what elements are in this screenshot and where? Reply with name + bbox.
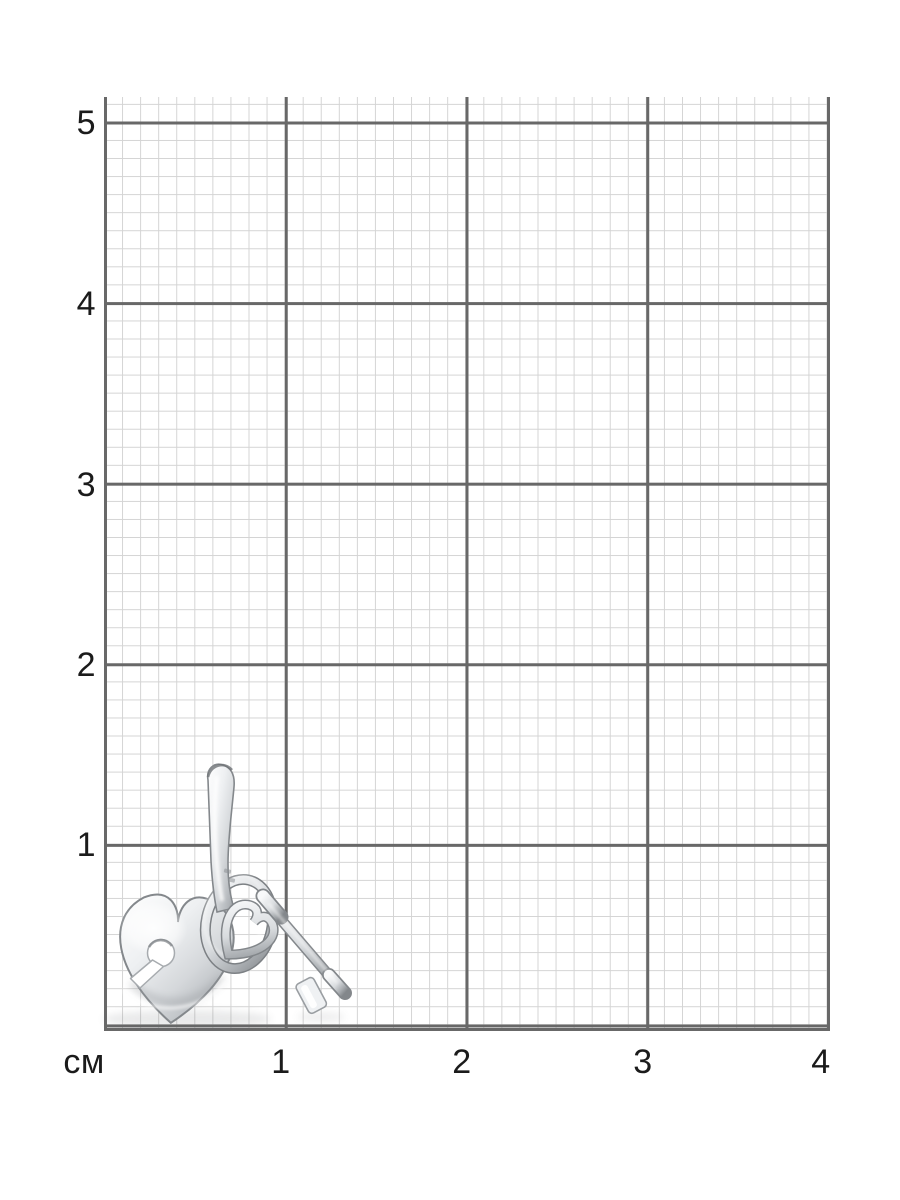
pendant-svg xyxy=(95,753,360,1033)
bail xyxy=(208,764,236,912)
ruler-bottom-label-4: 4 xyxy=(811,1043,831,1081)
key xyxy=(210,896,345,1015)
ruler-bottom-label-2: 2 xyxy=(452,1043,472,1081)
ruler-bottom-label-3: 3 xyxy=(633,1043,653,1081)
pendant-shadow xyxy=(103,1010,271,1028)
ruler-left-label-1: 1 xyxy=(76,826,96,864)
key-bit xyxy=(295,976,328,1015)
ruler-left-label-4: 4 xyxy=(76,285,96,323)
ruler-unit-label: см xyxy=(63,1043,105,1081)
key-shaft xyxy=(263,896,345,993)
pendant-image xyxy=(95,753,360,1033)
key-shadow xyxy=(297,1012,345,1022)
ruler-left-label-3: 3 xyxy=(76,466,96,504)
ruler-left-label-5: 5 xyxy=(76,104,96,142)
ruler-left-label-2: 2 xyxy=(76,646,96,684)
ruler-bottom-label-1: 1 xyxy=(271,1043,291,1081)
